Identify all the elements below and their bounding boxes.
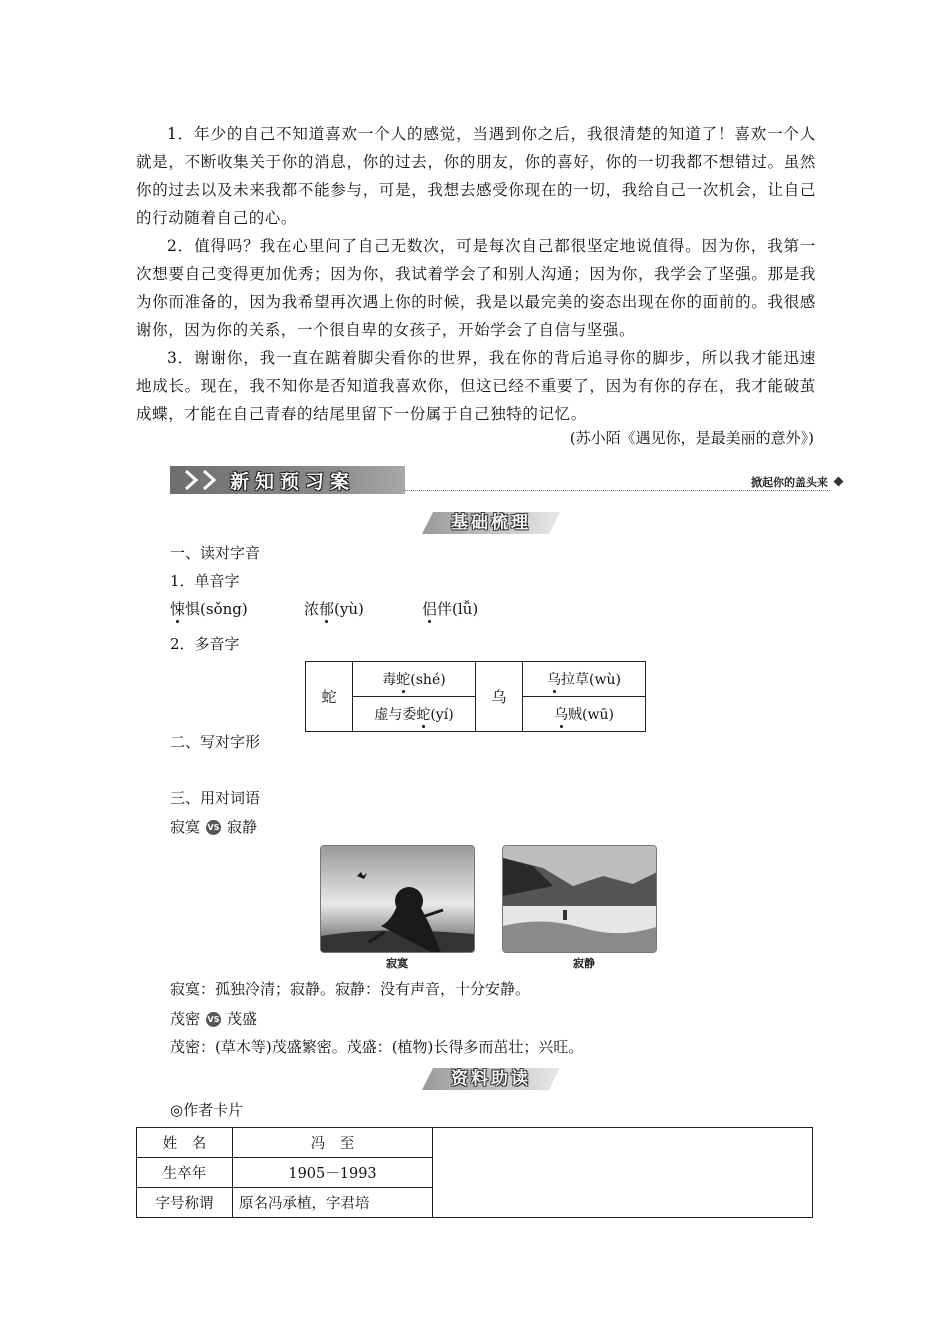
polyphone-table bbox=[305, 661, 646, 732]
chevron-icon bbox=[202, 470, 216, 490]
divider bbox=[405, 490, 830, 491]
author-card-table bbox=[136, 1127, 813, 1218]
section-heading-text: 基础梳理 bbox=[451, 513, 531, 533]
cell-text: (yí) bbox=[430, 707, 454, 723]
section-heading bbox=[422, 508, 560, 534]
card-blank bbox=[433, 1128, 813, 1218]
word-b: 茂盛 bbox=[227, 1010, 258, 1028]
intro-paragraph-1: 1．年少的自己不知道喜欢一个人的感觉，当遇到你之后，我很清楚的知道了！喜欢一个人就是，不断收集关于你的消息，你的过去，你的朋友，你的喜好，你的一切我都不想错过。虽然你的过去以及未来我都不能参与，可是，我想去感受你现在的一切，我给自己一次机会，让自己的行动随着自己的心。 bbox=[136, 125, 816, 227]
single-item bbox=[170, 598, 248, 619]
table-char: 乌 bbox=[476, 662, 523, 732]
card-value: 1905－1993 bbox=[233, 1158, 433, 1188]
dotted-char: 侣 bbox=[422, 600, 438, 618]
multi-sound-label: 2．多音字 bbox=[170, 635, 240, 653]
intro-paragraph-2: 2．值得吗？我在心里问了自己无数次，可是每次自己都很坚定地说值得。因为你，我第一次想要自己变得更加优秀；因为你，我试着学会了和别人沟通；因为你，我学会了坚强。那是我为你而准备的，因为我希望再次遇上你的时候，我是以最完美的姿态出现在你的面前的。我很感谢你，因为你的关系，一个很自卑的女孩子，开始学会了自信与坚强。 bbox=[136, 237, 816, 339]
dotted-char: 蛇 bbox=[396, 672, 411, 688]
single-item bbox=[304, 598, 364, 619]
single-item bbox=[422, 598, 478, 619]
cell-text: 虚与委 bbox=[374, 707, 417, 723]
banner-title: 新知预习案 bbox=[230, 471, 356, 493]
table-cell bbox=[353, 662, 476, 697]
definition-2: 茂密：(草木等)茂盛繁密。茂盛：(植物)长得多而茁壮；兴旺。 bbox=[170, 1038, 584, 1056]
item-text: 浓 bbox=[304, 600, 320, 618]
intro-paragraph-3: 3．谢谢你，我一直在踮着脚尖看你的世界，我在你的背后追寻你的脚步，所以我才能迅速地成长。现在，我不知你是否知道我喜欢你，但这已经不重要了，因为有你的存在，我才能破茧成蝶，才能在自己青春的结尾里留下一份属于自己独特的记忆。 bbox=[136, 349, 816, 423]
dotted-char: 乌 bbox=[547, 672, 562, 688]
heading-shape: 二、写对字形 bbox=[170, 733, 261, 751]
quiet-photo bbox=[502, 845, 657, 953]
dotted-char: 蛇 bbox=[416, 707, 431, 723]
word-b: 寂静 bbox=[227, 818, 258, 836]
heading-words: 三、用对词语 bbox=[170, 789, 261, 807]
card-value: 原名冯承植，字君培 bbox=[233, 1188, 433, 1218]
item-text: 伴(lǚ) bbox=[437, 600, 479, 618]
word-a: 茂密 bbox=[170, 1010, 201, 1028]
lonely-photo bbox=[320, 845, 475, 953]
table-char: 蛇 bbox=[306, 662, 353, 732]
photo-caption: 寂静 bbox=[573, 957, 595, 970]
section-heading bbox=[422, 1064, 560, 1090]
vs-icon: VS bbox=[206, 1012, 221, 1027]
single-sound-label: 1．单音字 bbox=[170, 572, 240, 590]
author-card-title: ◎作者卡片 bbox=[170, 1101, 244, 1119]
section-banner bbox=[170, 466, 842, 494]
vs-icon: VS bbox=[206, 820, 221, 835]
cell-text: 拉草(wù) bbox=[561, 672, 621, 688]
word-a: 寂寞 bbox=[170, 818, 201, 836]
chevron-icon bbox=[184, 470, 198, 490]
heading-pronunciation: 一、读对字音 bbox=[170, 544, 261, 562]
word-pair bbox=[170, 816, 257, 837]
item-text: (yù) bbox=[334, 600, 364, 618]
dotted-char: 悚 bbox=[170, 600, 186, 618]
table-cell bbox=[353, 697, 476, 732]
card-key: 字号称谓 bbox=[137, 1188, 233, 1218]
word-pair bbox=[170, 1008, 257, 1029]
banner-subtitle: 掀起你的盖头来 bbox=[751, 476, 828, 489]
cell-text: 毒 bbox=[382, 672, 397, 688]
dotted-char: 乌 bbox=[554, 707, 569, 723]
cell-text: 贼(wū) bbox=[568, 707, 614, 723]
definition-1: 寂寞：孤独冷清；寂静。寂静：没有声音，十分安静。 bbox=[170, 980, 531, 998]
item-text: 惧(sǒng) bbox=[185, 600, 248, 618]
dotted-char: 郁 bbox=[319, 600, 335, 618]
card-value: 冯 至 bbox=[233, 1128, 433, 1158]
diamond-icon bbox=[834, 477, 844, 487]
card-key: 生卒年 bbox=[137, 1158, 233, 1188]
card-key: 姓 名 bbox=[137, 1128, 233, 1158]
section-heading-text: 资料助读 bbox=[451, 1069, 531, 1089]
photo-caption: 寂寞 bbox=[386, 957, 408, 970]
attribution: (苏小陌《遇见你，是最美丽的意外》) bbox=[569, 429, 814, 447]
table-cell bbox=[523, 697, 646, 732]
cell-text: (shé) bbox=[410, 672, 446, 688]
table-cell bbox=[523, 662, 646, 697]
